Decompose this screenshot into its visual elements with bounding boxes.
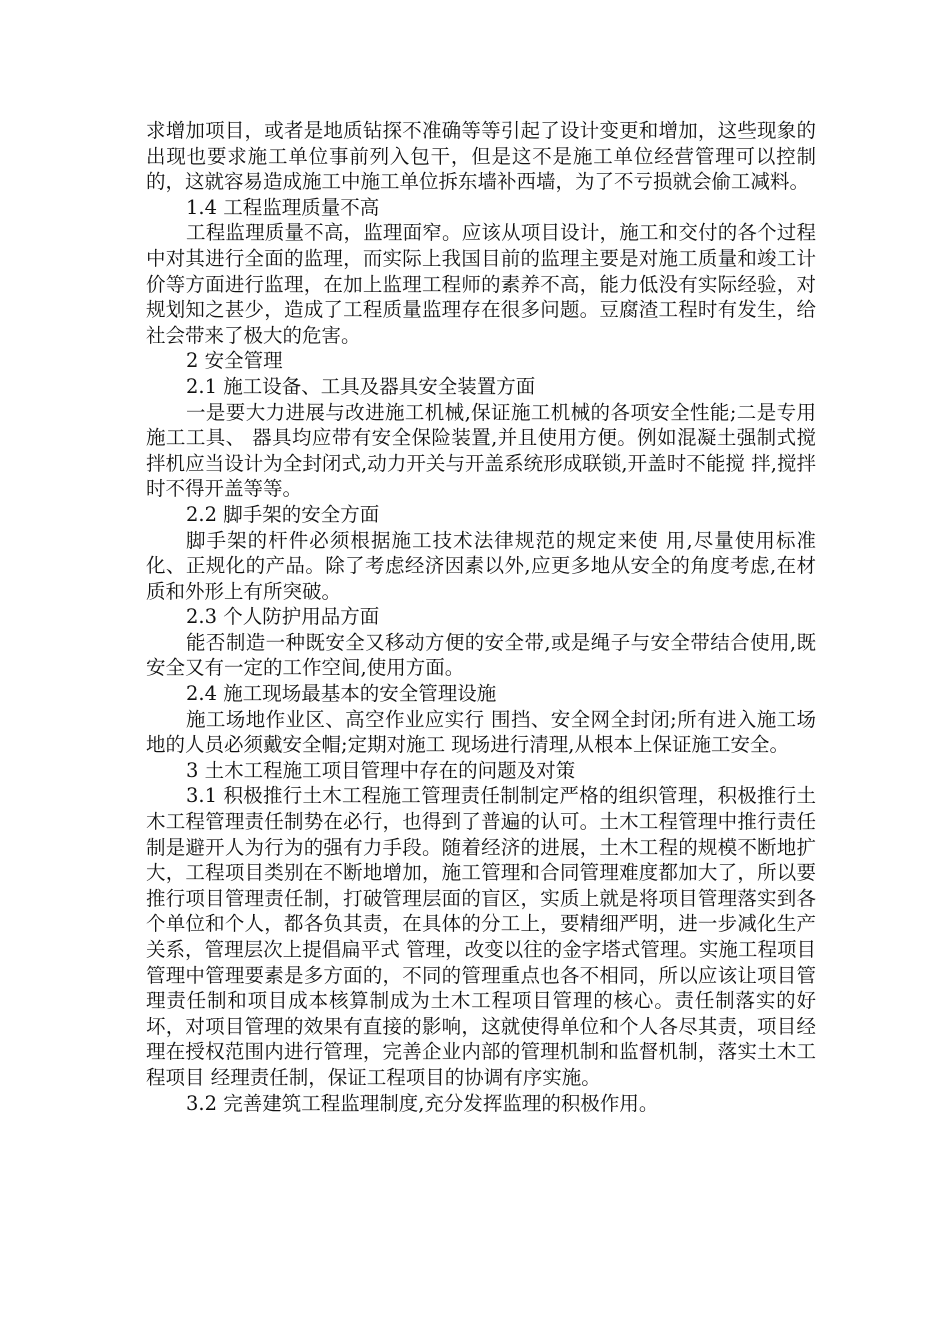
section-heading-2-3: 2.3 个人防护用品方面: [186, 605, 380, 629]
section-heading-2: 2 安全管理: [186, 349, 283, 373]
body-paragraph: 工程监理质量不高，监理面窄。应该从项目设计，施工和交付的各个过程中对其进行全面的监理，而实际上我国目前的监理主要是对施工质量和竣工计价等方面进行监理，在加上监理工程师的素养不高，能力低没有实际经验，对规划知之甚少，造成了工程质量监理存在很多问题。豆腐渣工程时有发生，给社会带来了极大的危害。: [146, 221, 816, 347]
body-paragraph: 3.1 积极推行土木工程施工管理责任制制定严格的组织管理，积极推行土木工程管理责任制势在必行，也得到了普遍的认可。土木工程管理中推行责任制是避开人为行为的强有力手段。随着经济的进展，土木工程的规模不断地扩大，工程项目类别在不断地增加，施工管理和合同管理难度都加大了，所以要推行项目管理责任制，打破管理层面的盲区，实质上就是将项目管理落实到各个单位和个人，都各负其责，在具体的分工上，要精细严明，进一步减化生产关系，管理层次上提倡扁平式 管理，改变以往的金字塔式管理。实施工程项目管理中管理要素是多方面的，不同的管理重点也各不相同，所以应该让项目管理责任制和项目成本核算制成为土木工程项目管理的核心。责任制落实的好坏，对项目管理的效果有直接的影响，这就使得单位和个人各尽其责，项目经理在授权范围内进行管理，完善企业内部的管理机制和监督机制，落实土木工程项目 经理责任制，保证工程项目的协调有序实施。: [146, 784, 816, 1089]
section-heading-2-2: 2.2 脚手架的安全方面: [186, 502, 380, 526]
body-paragraph: 一是要大力进展与改进施工机械,保证施工机械的各项安全性能;二是专用施工工具、 器具均应带有安全保险装置,并且使用方便。例如混凝土强制式搅拌机应当设计为全封闭式,动力开关与开盖系统形成联锁,开盖时不能搅 拌,搅拌时不得开盖等等。: [146, 400, 816, 501]
body-paragraph: 施工场地作业区、高空作业应实行 围挡、安全网全封闭;所有进入施工场地的人员必须戴安全帽;定期对施工 现场进行清理,从根本上保证施工安全。: [146, 707, 816, 757]
section-heading-3-2: 3.2 完善建筑工程监理制度,充分发挥监理的积极作用。: [186, 1091, 659, 1115]
section-heading-2-4: 2.4 施工现场最基本的安全管理设施: [186, 682, 497, 706]
body-paragraph: 求增加项目，或者是地质钻探不准确等等引起了设计变更和增加，这些现象的出现也要求施工单位事前列入包干，但是这不是施工单位经营管理可以控制的，这就容易造成施工中施工单位拆东墙补西墙，为了不亏损就会偷工减料。: [146, 119, 816, 194]
section-heading-1-4: 1.4 工程监理质量不高: [186, 195, 380, 219]
section-heading-3: 3 土木工程施工项目管理中存在的问题及对策: [186, 758, 576, 782]
section-heading-2-1: 2.1 施工设备、工具及器具安全装置方面: [186, 374, 536, 398]
body-paragraph: 能否制造一种既安全又移动方便的安全带,或是绳子与安全带结合使用,既安全又有一定的工作空间,使用方面。: [146, 630, 816, 680]
document-body: [146, 118, 816, 1116]
body-paragraph: 脚手架的杆件必须根据施工技术法律规范的规定来使 用,尽量使用标准化、正规化的产品。除了考虑经济因素以外,应更多地从安全的角度考虑,在材质和外形上有所突破。: [146, 528, 816, 603]
